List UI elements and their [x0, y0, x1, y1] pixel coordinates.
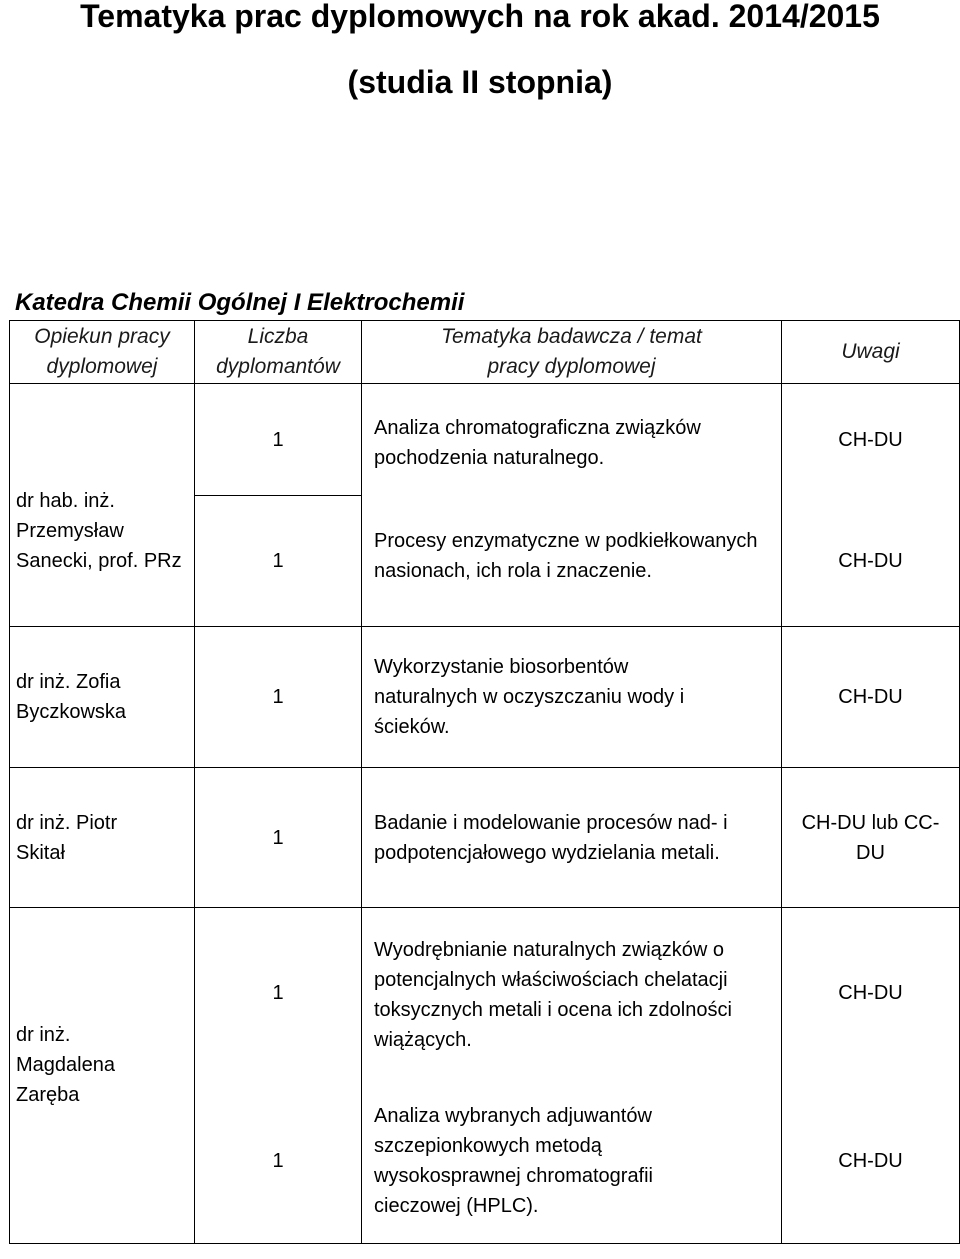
page-subtitle: (studia II stopnia) [347, 64, 613, 100]
department-name: Katedra Chemii Ogólnej I Elektrochemii [15, 289, 465, 316]
note-text: CH-DU [838, 1149, 903, 1172]
note-text: CH-DU lub CC-DU [801, 811, 940, 864]
supervisor-name: dr hab. inż. Przemysław Sanecki, prof. PRz [16, 490, 182, 572]
topic-text: Analiza wybranych adjuwantów szczepionkowych metodą wysokosprawnej chromatografii cieczowej (HPLC). [374, 1104, 654, 1217]
topic-subcell [374, 908, 771, 1078]
count-cell [195, 627, 362, 768]
topic-cell [362, 908, 782, 1244]
topic-text: Procesy enzymatyczne w podkiełkowanych nasionach, ich rola i znaczenie. [374, 529, 758, 582]
table-header-row [10, 321, 960, 384]
table-row [10, 627, 960, 768]
topic-cell [362, 627, 782, 768]
topic-subcell [374, 384, 771, 495]
note-text: CH-DU [838, 549, 903, 572]
topic-cell [362, 768, 782, 908]
header-topic: Tematyka badawcza / temat pracy dyplomowej [362, 321, 782, 384]
table-row [10, 384, 960, 627]
count-subcell [195, 495, 361, 626]
topic-text: Wyodrębnianie naturalnych związków o potencjalnych właściwościach chelatacji toksycznych metali i ocena ich zdolności wiążących. [374, 939, 732, 1051]
supervisor-cell [10, 384, 195, 627]
supervisor-name: dr inż. Zofia Byczkowska [16, 671, 127, 723]
student-count: 1 [272, 826, 284, 849]
count-cell [195, 908, 362, 1244]
supervisor-cell [10, 627, 195, 768]
supervisor-name: dr inż. Piotr Skitał [16, 811, 118, 864]
notes-cell [782, 627, 960, 768]
student-count: 1 [272, 550, 284, 572]
note-text: CH-DU [838, 686, 903, 708]
thesis-topics-table [9, 320, 960, 1244]
header-count: Liczba dyplomantów [195, 321, 362, 384]
student-count: 1 [272, 686, 284, 708]
table-row [10, 768, 960, 908]
topic-subcell [374, 495, 771, 626]
notes-cell [782, 768, 960, 908]
supervisor-cell [10, 908, 195, 1244]
notes-cell [782, 908, 960, 1244]
note-text: CH-DU [838, 428, 903, 451]
count-cell [195, 768, 362, 908]
note-subcell [788, 908, 953, 1078]
topic-cell [362, 384, 782, 627]
topic-text: Badanie i modelowanie procesów nad- i podpotencjałowego wydzielania metali. [374, 811, 728, 864]
note-subcell [788, 384, 953, 495]
page-title: Tematyka prac dyplomowych na rok akad. 2014/2015 [80, 0, 880, 34]
student-count: 1 [272, 1149, 284, 1172]
topic-text: Wykorzystanie biosorbentów naturalnych w oczyszczaniu wody i ścieków. [374, 656, 685, 738]
student-count: 1 [272, 982, 284, 1004]
topic-subcell [374, 1078, 771, 1243]
note-subcell [788, 1078, 953, 1243]
count-subcell [195, 1078, 361, 1243]
count-cell [195, 384, 362, 627]
table-row [10, 908, 960, 1244]
note-text: CH-DU [838, 982, 903, 1004]
header-supervisor: Opiekun pracy dyplomowej [10, 321, 195, 384]
header-notes: Uwagi [782, 321, 960, 384]
count-subcell [195, 908, 361, 1078]
topic-text: Analiza chromatograficzna związków pochodzenia naturalnego. [374, 416, 701, 469]
supervisor-cell [10, 768, 195, 908]
count-subcell [195, 384, 361, 495]
student-count: 1 [272, 428, 284, 451]
note-subcell [788, 495, 953, 626]
notes-cell [782, 384, 960, 627]
supervisor-name: dr inż. Magdalena Zaręba [16, 1024, 115, 1106]
